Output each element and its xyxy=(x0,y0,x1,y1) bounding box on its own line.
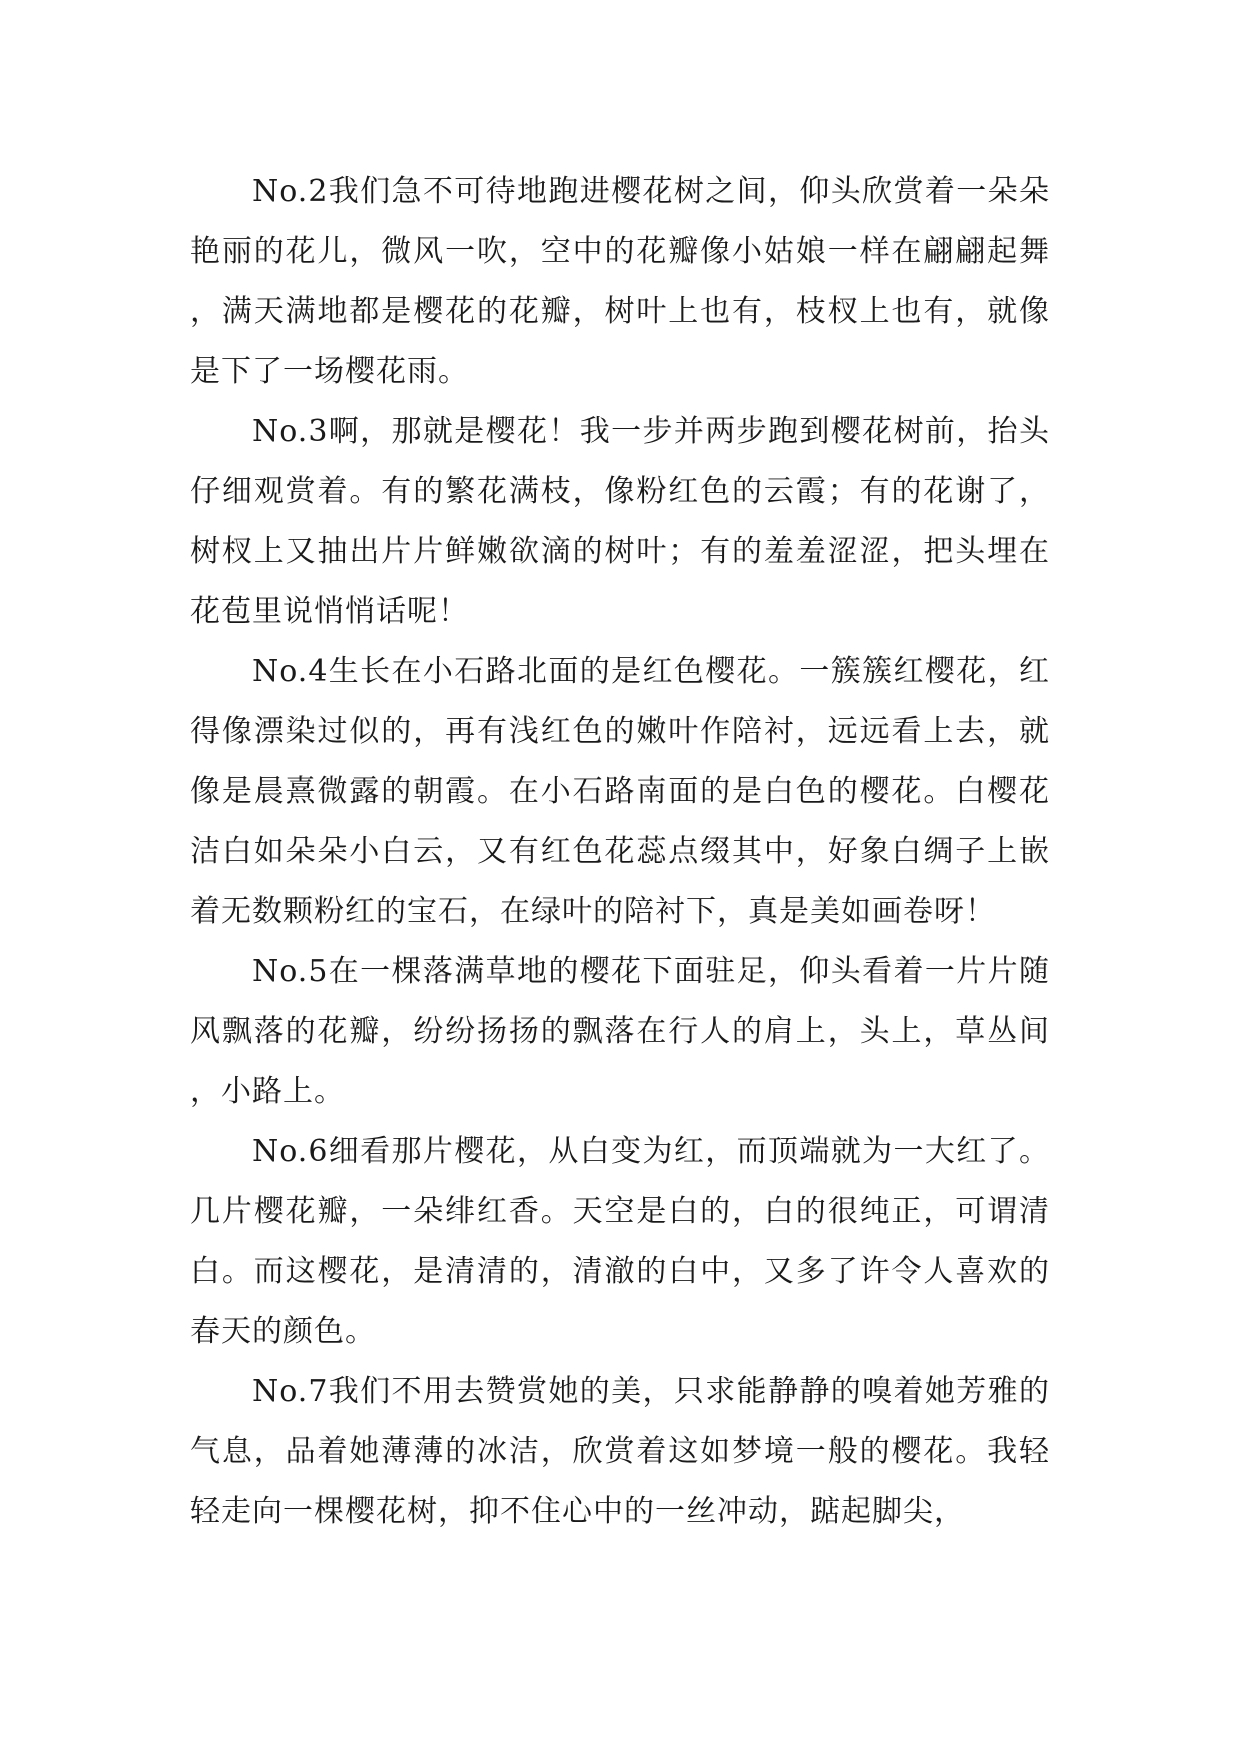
paragraph-no7: No.7我们不用去赞赏她的美，只求能静静的嗅着她芳雅的气息，品着她薄薄的冰洁，欣赏着这如梦境一般的樱花。我轻轻走向一棵樱花树，抑不住心中的一丝冲动，踮起脚尖， xyxy=(190,1374,1050,1529)
paragraph-no5: No.5在一棵落满草地的樱花下面驻足，仰头看着一片片随风飘落的花瓣，纷纷扬扬的飘落在行人的肩上，头上，草丛间，小路上。 xyxy=(190,954,1050,1109)
paragraph-no2: No.2我们急不可待地跑进樱花树之间，仰头欣赏着一朵朵艳丽的花儿，微风一吹，空中的花瓣像小姑娘一样在翩翩起舞，满天满地都是樱花的花瓣，树叶上也有，枝杈上也有，就像是下了一场樱花雨。 xyxy=(190,174,1050,389)
paragraph-no3: No.3啊，那就是樱花！我一步并两步跑到樱花树前，抬头仔细观赏着。有的繁花满枝，像粉红色的云霞；有的花谢了，树杈上又抽出片片鲜嫩欲滴的树叶；有的羞羞涩涩，把头埋在花苞里说悄悄话呢！ xyxy=(190,414,1050,629)
document-body xyxy=(190,162,1050,1542)
paragraph-no6: No.6细看那片樱花，从白变为红，而顶端就为一大红了。几片樱花瓣，一朵绯红香。天空是白的，白的很纯正，可谓清白。而这樱花，是清清的，清澈的白中，又多了许令人喜欢的春天的颜色。 xyxy=(190,1134,1050,1349)
paragraph-no4: No.4生长在小石路北面的是红色樱花。一簇簇红樱花，红得像漂染过似的，再有浅红色的嫩叶作陪衬，远远看上去，就像是晨熹微露的朝霞。在小石路南面的是白色的樱花。白樱花洁白如朵朵小白云，又有红色花蕊点缀其中，好象白绸子上嵌着无数颗粉红的宝石，在绿叶的陪衬下，真是美如画卷呀！ xyxy=(190,654,1050,929)
